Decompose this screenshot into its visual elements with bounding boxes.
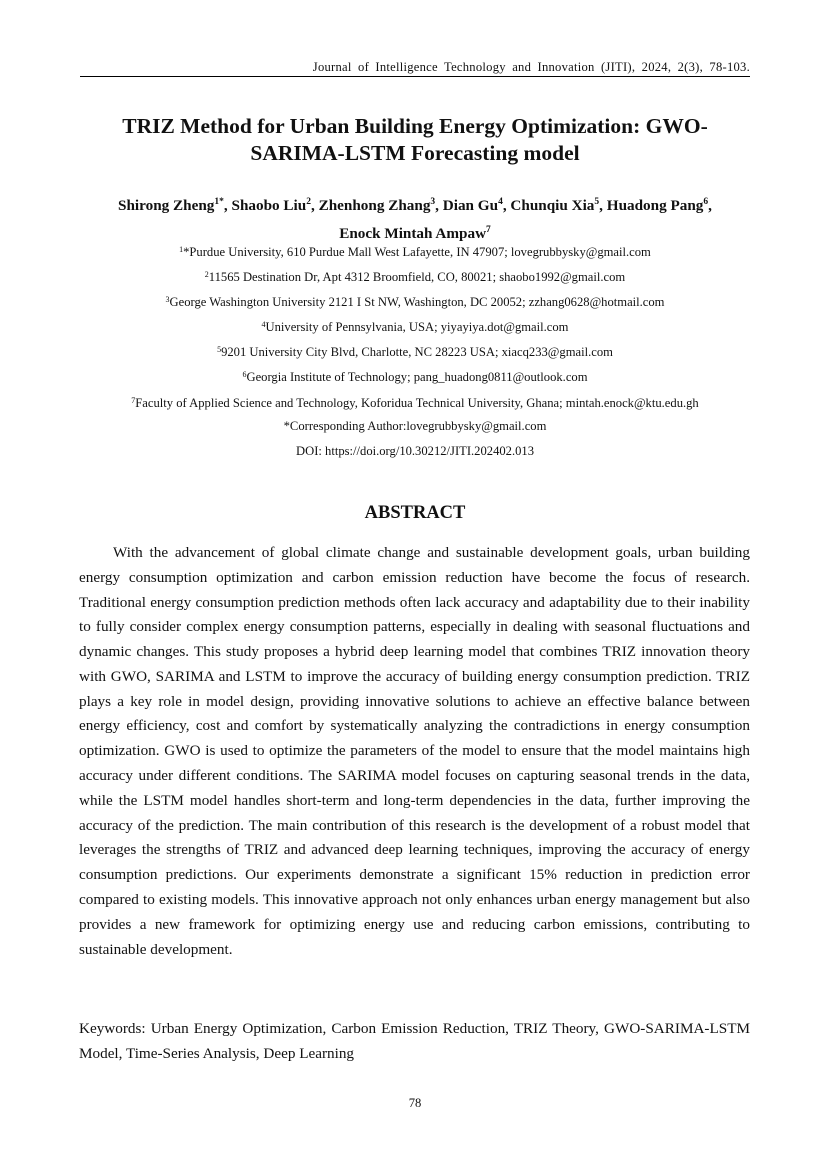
affiliation bbox=[80, 365, 750, 390]
author-sup: 6 bbox=[703, 197, 709, 207]
affiliation bbox=[80, 240, 750, 265]
doi-link[interactable]: DOI: https://doi.org/10.30212/JITI.202402.013 bbox=[296, 443, 534, 458]
affiliation bbox=[80, 340, 750, 365]
author-sup: 4 bbox=[498, 197, 503, 207]
affiliation-sup: 7 bbox=[131, 395, 136, 405]
author-name: Zhenhong Zhang bbox=[318, 197, 431, 215]
author-name: Dian Gu bbox=[442, 197, 499, 215]
affiliation-text: *Purdue University, 610 Purdue Mall West Lafayette, IN 47907; lovegrubbysky@gmail.com bbox=[183, 245, 651, 259]
affiliation bbox=[80, 290, 750, 315]
affiliation-sup: 1 bbox=[179, 245, 184, 254]
author-sup: 1* bbox=[214, 197, 224, 207]
affiliation-sup: 5 bbox=[217, 345, 222, 355]
abstract-heading: ABSTRACT bbox=[364, 503, 466, 523]
author-name: Huadong Pang bbox=[606, 197, 704, 215]
author-sup: 7 bbox=[486, 225, 491, 236]
author-name: Chunqiu Xia bbox=[510, 197, 595, 215]
title-line-1: TRIZ Method for Urban Building Energy Optimization: GWO- bbox=[122, 114, 708, 138]
affiliation-sup: 4 bbox=[261, 320, 266, 330]
author-name: Shaobo Liu bbox=[231, 197, 307, 215]
affiliation bbox=[80, 315, 750, 340]
author-line-1: Shirong Zheng$^{1*}$, Shaobo Liu$^2$, Zhenhong Zhang$^3$, Dian Gu$^4$, Chunqiu Xia$^5$, Huadong Pang$^6$, bbox=[118, 197, 712, 215]
title-line-2: SARIMA-LSTM Forecasting model bbox=[250, 141, 580, 165]
affiliation-text: Georgia Institute of Technology; pang_huadong0811@outlook.com bbox=[246, 370, 588, 385]
affiliation bbox=[80, 265, 750, 290]
affiliation-sup: 3 bbox=[165, 295, 170, 305]
page-number: 78 bbox=[408, 1096, 422, 1110]
keywords: Keywords: Urban Energy Optimization, Carbon Emission Reduction, TRIZ Theory, GWO-SARIMA-LSTM Model, Time-Series Analysis, Deep Learning bbox=[79, 1020, 750, 1062]
affiliation-text: George Washington University 2121 I St NW, Washington, DC 20052; zzhang0628@hotmail.com bbox=[169, 295, 665, 310]
author-sup: 3 bbox=[430, 197, 436, 207]
corresponding-author: *Corresponding Author:lovegrubbysky@gmail.com bbox=[283, 418, 547, 433]
author-sup: 2 bbox=[306, 197, 311, 207]
affiliation bbox=[80, 391, 750, 416]
paper-title bbox=[80, 113, 750, 167]
author-sup: 5 bbox=[594, 197, 600, 207]
abstract-text: With the advancement of global climate change and sustainable development goals, urban building energy consumption optimization and carbon emission reduction have become the focus of research. Traditional energy consumption prediction methods often lack accuracy and adaptability due to their inability to fully consider complex energy consumption patterns, especially in dealing with seasonal fluctuations and dynamic changes. This study proposes a hybrid deep learning model that combines TRIZ innovation theory with GWO, SARIMA and LSTM to improve the accuracy of building energy consumption prediction. TRIZ plays a key role in model design, providing innovative solutions to achieve an effective balance between energy efficiency, cost and comfort by systematically analyzing the contradictions in energy consumption optimization. GWO is used to optimize the parameters of the model to ensure that the model maintains high accuracy under different conditions. The SARIMA model focuses on capturing seasonal trends in the data, while the LSTM model handles short-term and long-term dependencies in the data, further improving the accuracy of the prediction. The main contribution of this research is the development of a robust model that leverages the strengths of TRIZ and advanced deep learning techniques, improving the accuracy of energy consumption predictions. Our experiments demonstrate a significant 15% reduction in prediction error compared to existing models. This innovative approach not only enhances urban energy management but also provides a new framework for optimizing energy use and reducing carbon emissions, contributing to sustainable development. bbox=[79, 544, 750, 958]
affiliation-text: 9201 University City Blvd, Charlotte, NC 28223 USA; xiacq233@gmail.com bbox=[221, 345, 613, 360]
affiliation-sup: 2 bbox=[204, 270, 209, 280]
affiliations bbox=[80, 240, 750, 466]
running-head: Journal of Intelligence Technology and Innovation (JITI), 2024, 2(3), 78-103. bbox=[312, 60, 750, 74]
affiliation-text: 11565 Destination Dr, Apt 4312 Broomfield, CO, 80021; shaobo1992@gmail.com bbox=[208, 270, 626, 285]
affiliation-sup: 6 bbox=[242, 370, 247, 380]
affiliation-text: University of Pennsylvania, USA; yiyayiya.dot@gmail.com bbox=[265, 320, 569, 335]
affiliation-text: Faculty of Applied Science and Technology, Koforidua Technical University, Ghana; mintah.enock@ktu.edu.gh bbox=[135, 395, 699, 410]
author-name: Enock Mintah Ampaw bbox=[339, 225, 487, 243]
header-rule bbox=[80, 76, 750, 77]
author-name: Shirong Zheng bbox=[118, 197, 215, 215]
author-list bbox=[80, 190, 750, 246]
